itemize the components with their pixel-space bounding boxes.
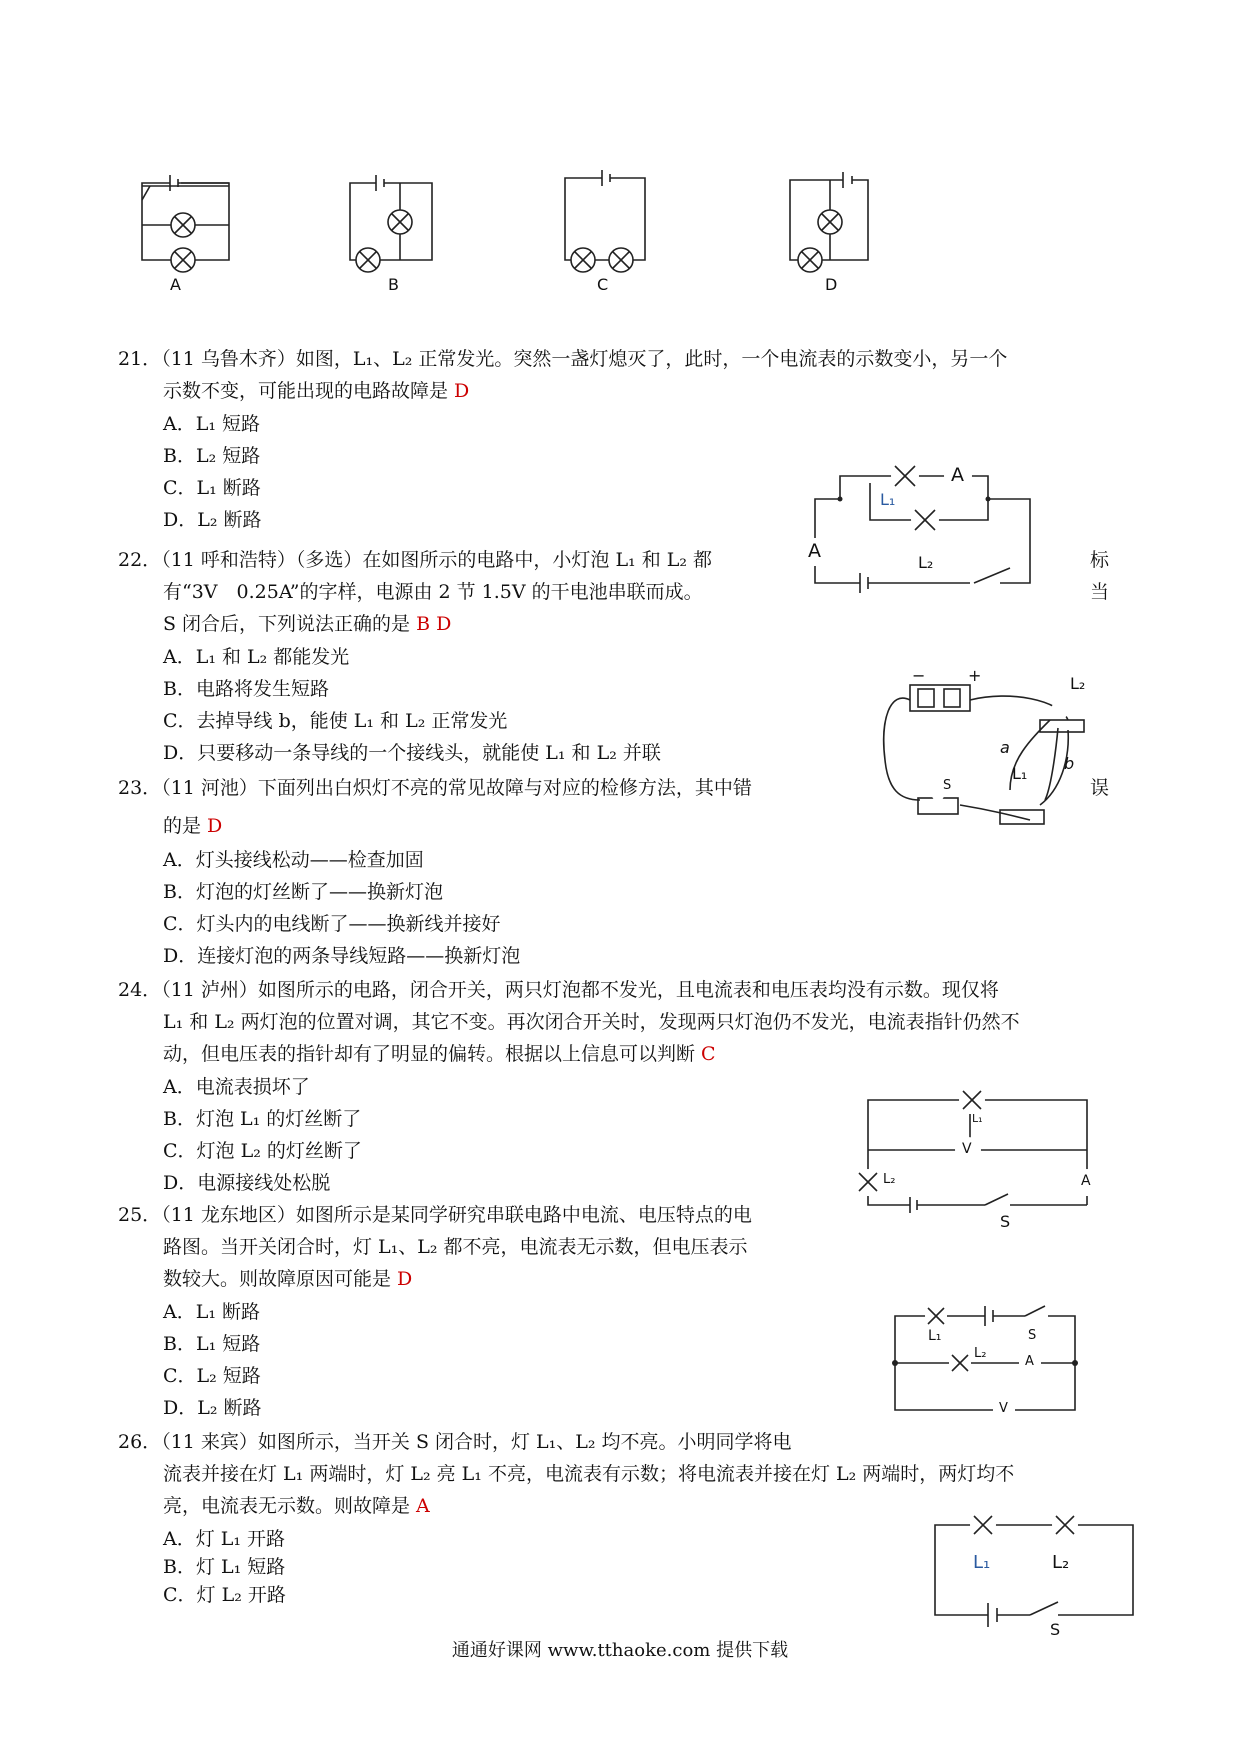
q25-option-b: B．L₁ 短路: [163, 1333, 261, 1355]
q23-option-a: A．灯头接线松动——检查加固: [163, 849, 424, 871]
q21-ammeter-top-label: A: [951, 464, 964, 486]
q21-l2-label: L₂: [918, 553, 934, 572]
q24-line3: 动，但电压表的指针却有了明显的偏转。根据以上信息可以判断 C: [163, 1043, 716, 1065]
q22-l1-label: L₁: [1012, 764, 1028, 783]
q24-switch-label: S: [1000, 1212, 1011, 1231]
q23-option-c: C．灯头内的电线断了——换新线并接好: [163, 913, 501, 935]
q24-l2-label: L₂: [883, 1172, 896, 1187]
q25-line3: 数较大。则故障原因可能是 D: [163, 1268, 413, 1290]
q21-option-d: D．L₂ 断路: [163, 509, 262, 531]
q21-line2: 示数不变，可能出现的电路故障是 D: [163, 380, 470, 402]
q21-line1: 21．（11 乌鲁木齐）如图，L₁、L₂ 正常发光。突然一盏灯熄灭了，此时，一个电流表的示数变小，另一个: [118, 348, 1008, 370]
q23-line1-end: 误: [1090, 777, 1110, 799]
q24-voltmeter-label: V: [962, 1141, 972, 1157]
q24-l1-label: L₁: [972, 1112, 983, 1125]
q23-option-b: B．灯泡的灯丝断了——换新灯泡: [163, 881, 443, 903]
q22-line2: 有“3V 0.25A”的字样，电源由 2 节 1.5V 的干电池串联而成。: [163, 581, 703, 603]
q25-line1: 25．（11 龙东地区）如图所示是某同学研究串联电路中电流、电压特点的电: [118, 1204, 752, 1226]
q24-option-a: A．电流表损坏了: [163, 1076, 310, 1098]
q26-l2-label: L₂: [1052, 1552, 1070, 1573]
q26-option-b: B．灯 L₁ 短路: [163, 1556, 286, 1578]
q22-option-c: C．去掉导线 b，能使 L₁ 和 L₂ 正常发光: [163, 710, 508, 732]
figure-b-label: B: [388, 275, 399, 294]
q22-l2-label: L₂: [1070, 674, 1086, 693]
q21-option-a: A．L₁ 短路: [163, 413, 260, 435]
q24-option-d: D．电源接线处松脱: [163, 1172, 331, 1194]
q25-line2: 路图。当开关闭合时，灯 L₁、L₂ 都不亮，电流表无示数，但电压表示: [163, 1236, 748, 1258]
q24-option-c: C．灯泡 L₂ 的灯丝断了: [163, 1140, 362, 1162]
q22-line1-end: 标: [1090, 549, 1110, 571]
q22-option-d: D．只要移动一条导线的一个接线头，就能使 L₁ 和 L₂ 并联: [163, 742, 661, 764]
q22-line1: 22．（11 呼和浩特）（多选）在如图所示的电路中，小灯泡 L₁ 和 L₂ 都: [118, 549, 713, 571]
figure-a-label: A: [170, 275, 181, 294]
q25-voltmeter-label: V: [999, 1401, 1008, 1416]
q26-option-a: A．灯 L₁ 开路: [163, 1528, 286, 1550]
q23-line2: 的是 D: [163, 815, 223, 837]
figure-d-label: D: [825, 275, 838, 294]
q22-switch-label: S: [943, 778, 952, 793]
q21-l1-label: L₁: [880, 490, 896, 509]
q26-line1: 26．（11 来宾）如图所示，当开关 S 闭合时，灯 L₁、L₂ 均不亮。小明同学将电: [118, 1431, 792, 1453]
q22-plus-label: +: [968, 666, 982, 685]
q22-wire-a-label: a: [1000, 738, 1010, 757]
q25-l2-label: L₂: [974, 1346, 987, 1361]
page-footer: 通通好课网 www.tthaoke.com 提供下载: [451, 1640, 789, 1661]
q25-option-c: C．L₂ 短路: [163, 1365, 261, 1387]
q24-line2: L₁ 和 L₂ 两灯泡的位置对调，其它不变。再次闭合开关时，发现两只灯泡仍不发光，电流表指针仍然不: [163, 1011, 1020, 1033]
q25-option-a: A．L₁ 断路: [163, 1301, 260, 1323]
q21-answer: D: [454, 380, 470, 402]
q26-line3: 亮，电流表无示数。则故障是 A: [163, 1495, 430, 1517]
q22-option-a: A．L₁ 和 L₂ 都能发光: [163, 646, 350, 668]
q22-answer: B D: [416, 613, 452, 635]
q26-l1-label: L₁: [973, 1552, 991, 1573]
q24-answer: C: [701, 1043, 716, 1065]
q23-option-d: D．连接灯泡的两条导线短路——换新灯泡: [163, 945, 521, 967]
q21-option-c: C．L₁ 断路: [163, 477, 261, 499]
q22-wire-b-label: b: [1064, 754, 1075, 773]
q26-switch-label: S: [1050, 1620, 1061, 1639]
q26-answer: A: [416, 1495, 430, 1517]
q22-line3: S 闭合后，下列说法正确的是 B D: [163, 613, 452, 635]
q25-l1-label: L₁: [928, 1328, 942, 1344]
q24-ammeter-label: A: [1081, 1173, 1091, 1189]
figure-c-label: C: [597, 275, 609, 294]
q21-option-b: B．L₂ 短路: [163, 445, 261, 467]
q25-switch-label: S: [1028, 1328, 1037, 1343]
q26-line2: 流表并接在灯 L₁ 两端时，灯 L₂ 亮 L₁ 不亮，电流表有示数；将电流表并接在灯 L₂ 两端时，两灯均不: [163, 1463, 1015, 1485]
q24-option-b: B．灯泡 L₁ 的灯丝断了: [163, 1108, 362, 1130]
q25-ammeter-label: A: [1025, 1354, 1034, 1369]
q25-answer: D: [397, 1268, 413, 1290]
q23-answer: D: [207, 815, 223, 837]
q22-minus-label: −: [912, 666, 926, 685]
q21-ammeter-left-label: A: [808, 540, 821, 562]
q22-line2-end: 当: [1090, 581, 1110, 603]
q24-line1: 24．（11 泸州）如图所示的电路，闭合开关，两只灯泡都不发光，且电流表和电压表均没有示数。现仅将: [118, 979, 999, 1001]
q25-option-d: D．L₂ 断路: [163, 1397, 262, 1419]
q22-option-b: B．电路将发生短路: [163, 678, 329, 700]
q26-option-c: C．灯 L₂ 开路: [163, 1584, 286, 1606]
q23-line1: 23．（11 河池）下面列出白炽灯不亮的常见故障与对应的检修方法，其中错: [118, 777, 752, 799]
